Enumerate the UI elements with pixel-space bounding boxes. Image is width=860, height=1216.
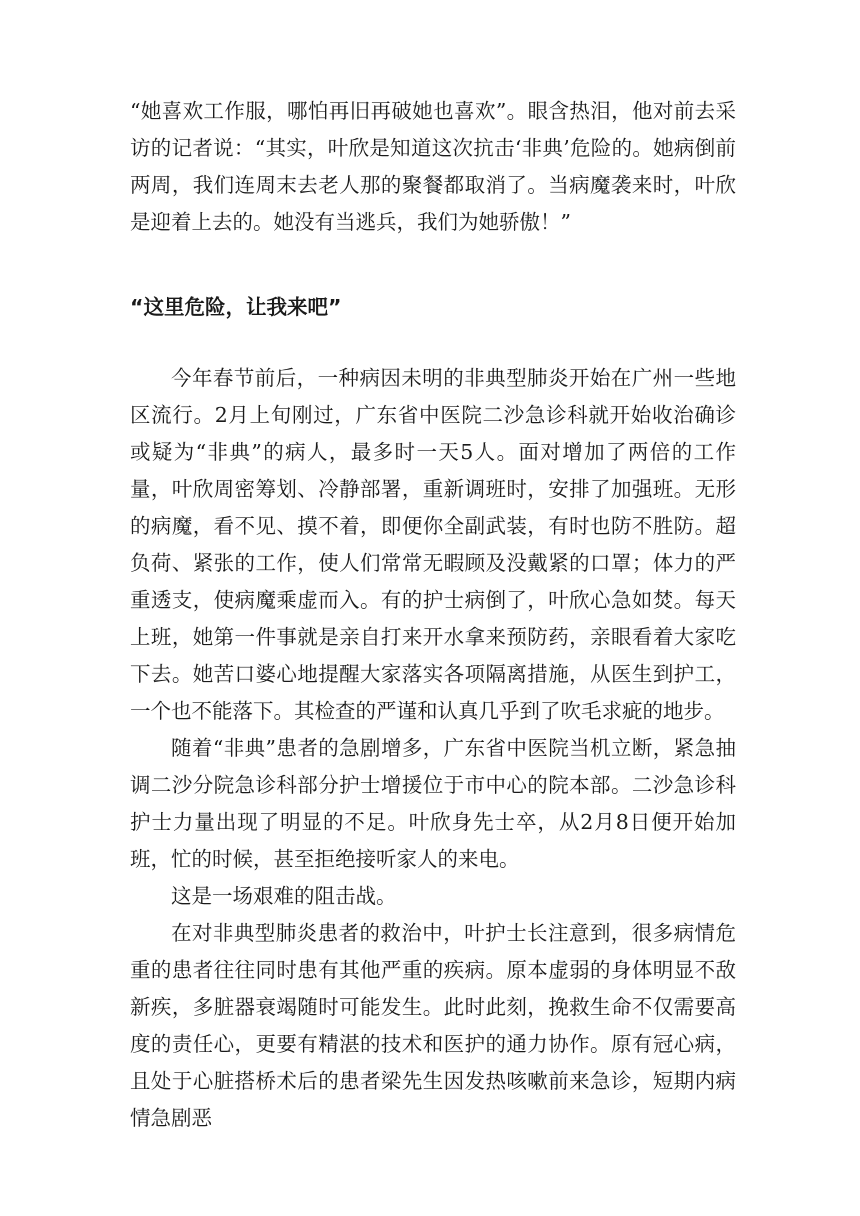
intro-paragraph: “她喜欢工作服，哪怕再旧再破她也喜欢”。眼含热泪，他对前去采访的记者说：“其实，叶欣是知道这次抗击‘非典’危险的。她病倒前两周，我们连周末去老人那的聚餐都取消了。当病魔袭来时，叶欣是迎着上去的。她没有当逃兵，我们为她骄傲！” <box>130 99 736 234</box>
body-text <box>130 360 736 1137</box>
paragraph: 这是一场艰难的阻击战。 <box>171 884 397 908</box>
paragraph: 随着“非典”患者的急剧增多，广东省中医院当机立断，紧急抽调二沙分院急诊科部分护士增援位于市中心的院本部。二沙急诊科护士力量出现了明显的不足。叶欣身先士卒，从2月8日便开始加班，忙的时候，甚至拒绝接听家人的来电。 <box>130 736 736 871</box>
paragraph: 今年春节前后，一种病因未明的非典型肺炎开始在广州一些地区流行。2月上旬刚过，广东省中医院二沙急诊科就开始收治确诊或疑为“非典”的病人，最多时一天5人。面对增加了两倍的工作量，叶欣周密筹划、冷静部署，重新调班时，安排了加强班。无形的病魔，看不见、摸不着，即便你全副武装，有时也防不胜防。超负荷、紧张的工作，使人们常常无暇顾及没戴紧的口罩；体力的严重透支，使病魔乘虚而入。有的护士病倒了，叶欣心急如焚。每天上班，她第一件事就是亲自打来开水拿来预防药，亲眼看着大家吃下去。她苦口婆心地提醒大家落实各项隔离措施，从医生到护工，一个也不能落下。其检查的严谨和认真几乎到了吹毛求疵的地步。 <box>130 366 736 723</box>
section-heading: “这里危险，让我来吧” <box>130 295 342 319</box>
paragraph: 在对非典型肺炎患者的救治中，叶护士长注意到，很多病情危重的患者往往同时患有其他严重的疾病。原本虚弱的身体明显不敌新疾，多脏器衰竭随时可能发生。此时此刻，挽救生命不仅需要高度的责任心，更要有精湛的技术和医护的通力协作。原有冠心病，且处于心脏搭桥术后的患者梁先生因发热咳嗽前来急诊，短期内病情急剧恶 <box>130 921 736 1130</box>
